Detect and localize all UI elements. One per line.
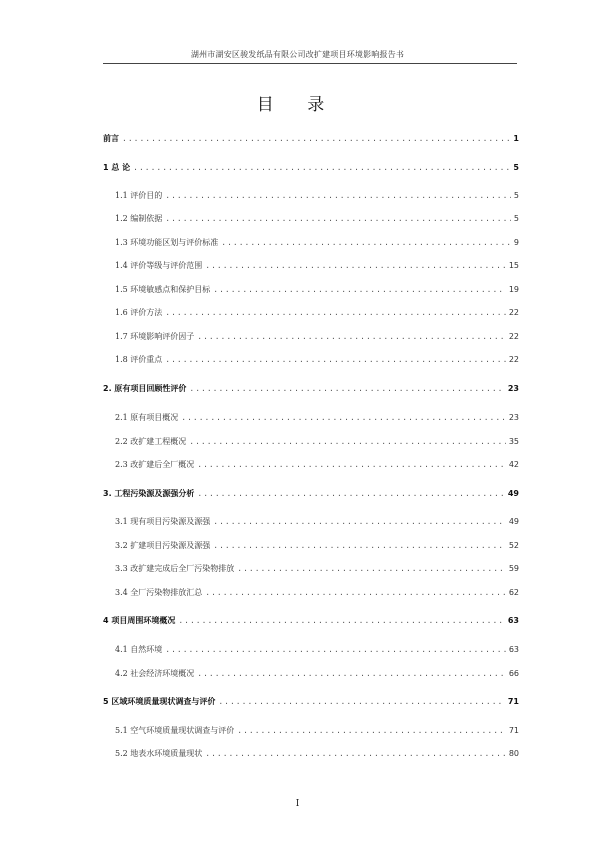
toc-entry-page-number: 63 — [508, 645, 519, 654]
dot-leader — [189, 436, 506, 448]
toc-section-entry[interactable] — [103, 213, 519, 225]
toc-section-entry[interactable] — [103, 412, 519, 424]
toc-entry-title: 1.2 编制依据 — [115, 214, 163, 223]
toc-section-entry[interactable] — [103, 644, 519, 656]
toc-entry-page-number: 80 — [508, 749, 519, 758]
toc-section-entry[interactable] — [103, 516, 519, 528]
toc-entry-title: 2.1 原有项目概况 — [115, 413, 179, 422]
toc-entry-title: 2.2 改扩建工程概况 — [115, 437, 187, 446]
toc-entry-title: 3.1 现有项目污染源及源强 — [115, 517, 211, 526]
toc-entry-title: 5.1 空气环境质量现状调查与评价 — [115, 726, 235, 735]
toc-entry-title: 3.4 全厂污染物排放汇总 — [115, 588, 203, 597]
dot-leader — [197, 459, 506, 471]
dot-leader — [165, 354, 506, 366]
toc-section-entry[interactable] — [103, 563, 519, 575]
dot-leader — [197, 488, 504, 500]
dot-leader — [165, 213, 511, 225]
toc-entry-page-number: 63 — [507, 616, 519, 625]
toc-entry-page-number: 49 — [507, 489, 519, 498]
toc-chapter-entry[interactable] — [103, 133, 519, 145]
toc-entry-title: 3.2 扩建项目污染源及源强 — [115, 541, 211, 550]
dot-leader — [165, 307, 506, 319]
dot-leader — [213, 516, 506, 528]
toc-entry-page-number: 19 — [508, 285, 519, 294]
toc-entry-page-number: 22 — [508, 332, 519, 341]
toc-entry-title: 1.5 环境敏感点和保护目标 — [115, 285, 211, 294]
dot-leader — [122, 133, 510, 145]
toc-entry-page-number: 62 — [508, 588, 519, 597]
toc-entry-title: 5.2 地表水环境质量现状 — [115, 749, 203, 758]
dot-leader — [237, 725, 506, 737]
dot-leader — [221, 237, 511, 249]
toc-entry-title: 3. 工程污染源及源强分析 — [103, 489, 195, 498]
toc-section-entry[interactable] — [103, 587, 519, 599]
toc-entry-page-number: 5 — [513, 191, 519, 200]
toc-entry-title: 1.8 评价重点 — [115, 355, 163, 364]
toc-entry-page-number: 22 — [508, 308, 519, 317]
toc-entry-page-number: 5 — [513, 163, 519, 172]
toc-section-entry[interactable] — [103, 748, 519, 760]
dot-leader — [178, 615, 505, 627]
toc-entry-title: 4.1 自然环境 — [115, 645, 163, 654]
dot-leader — [165, 644, 506, 656]
toc-entry-page-number: 15 — [508, 261, 519, 270]
toc-entry-title: 1.3 环境功能区划与评价标准 — [115, 238, 219, 247]
toc-section-entry[interactable] — [103, 459, 519, 471]
toc-section-entry[interactable] — [103, 331, 519, 343]
dot-leader — [205, 587, 506, 599]
dot-leader — [205, 748, 506, 760]
toc-entry-title: 前言 — [103, 134, 119, 143]
toc-section-entry[interactable] — [103, 725, 519, 737]
toc-entry-page-number: 59 — [508, 564, 519, 573]
toc-entry-title: 3.3 改扩建完成后全厂污染物排放 — [115, 564, 235, 573]
toc-entry-title: 1.4 评价等级与评价范围 — [115, 261, 203, 270]
dot-leader — [237, 563, 506, 575]
toc-chapter-entry[interactable] — [103, 383, 519, 395]
toc-entry-title: 2. 原有项目回顾性评价 — [103, 384, 187, 393]
toc-entry-page-number: 5 — [513, 214, 519, 223]
toc-entry-page-number: 49 — [508, 517, 519, 526]
dot-leader — [213, 540, 506, 552]
toc-entry-title: 4.2 社会经济环境概况 — [115, 669, 195, 678]
toc-chapter-entry[interactable] — [103, 696, 519, 708]
toc-title: 目 录 — [256, 95, 339, 115]
toc-chapter-entry[interactable] — [103, 615, 519, 627]
toc-section-entry[interactable] — [103, 237, 519, 249]
toc-entry-title: 4 项目周围环境概况 — [103, 616, 176, 625]
dot-leader — [165, 190, 511, 202]
dot-leader — [197, 668, 506, 680]
toc-entry-page-number: 23 — [508, 413, 519, 422]
toc-entry-title: 2.3 改扩建后全厂概况 — [115, 460, 195, 469]
toc-section-entry[interactable] — [103, 540, 519, 552]
toc-entry-page-number: 52 — [508, 541, 519, 550]
dot-leader — [133, 162, 510, 174]
toc-entry-page-number: 9 — [513, 238, 519, 247]
toc-chapter-entry[interactable] — [103, 162, 519, 174]
toc-section-entry[interactable] — [103, 436, 519, 448]
toc-entry-title: 1.7 环境影响评价因子 — [115, 332, 195, 341]
toc-section-entry[interactable] — [103, 354, 519, 366]
toc-entry-page-number: 23 — [507, 384, 519, 393]
dot-leader — [181, 412, 506, 424]
toc-section-entry[interactable] — [103, 190, 519, 202]
toc-section-entry[interactable] — [103, 260, 519, 272]
dot-leader — [213, 284, 506, 296]
running-header: 湖州市湖安区骏发纸品有限公司改扩建项目环境影响报告书 — [190, 50, 405, 59]
toc-entry-title: 1.6 评价方法 — [115, 308, 163, 317]
toc-section-entry[interactable] — [103, 284, 519, 296]
toc-entry-page-number: 1 — [513, 134, 519, 143]
dot-leader — [205, 260, 506, 272]
toc-entry-page-number: 71 — [507, 697, 519, 706]
toc-section-entry[interactable] — [103, 307, 519, 319]
toc-entry-page-number: 42 — [508, 460, 519, 469]
page-number: I — [295, 799, 300, 809]
dot-leader — [197, 331, 506, 343]
toc-entry-title: 5 区域环境质量现状调查与评价 — [103, 697, 216, 706]
toc-entry-title: 1.1 评价目的 — [115, 191, 163, 200]
toc-entry-page-number: 66 — [508, 669, 519, 678]
toc-entry-page-number: 22 — [508, 355, 519, 364]
toc-chapter-entry[interactable] — [103, 488, 519, 500]
dot-leader — [218, 696, 505, 708]
toc-entry-page-number: 71 — [508, 726, 519, 735]
toc-entry-title: 1 总 论 — [103, 163, 131, 172]
dot-leader — [189, 383, 504, 395]
toc-section-entry[interactable] — [103, 668, 519, 680]
toc-entry-page-number: 35 — [508, 437, 519, 446]
header-rule — [103, 63, 517, 64]
